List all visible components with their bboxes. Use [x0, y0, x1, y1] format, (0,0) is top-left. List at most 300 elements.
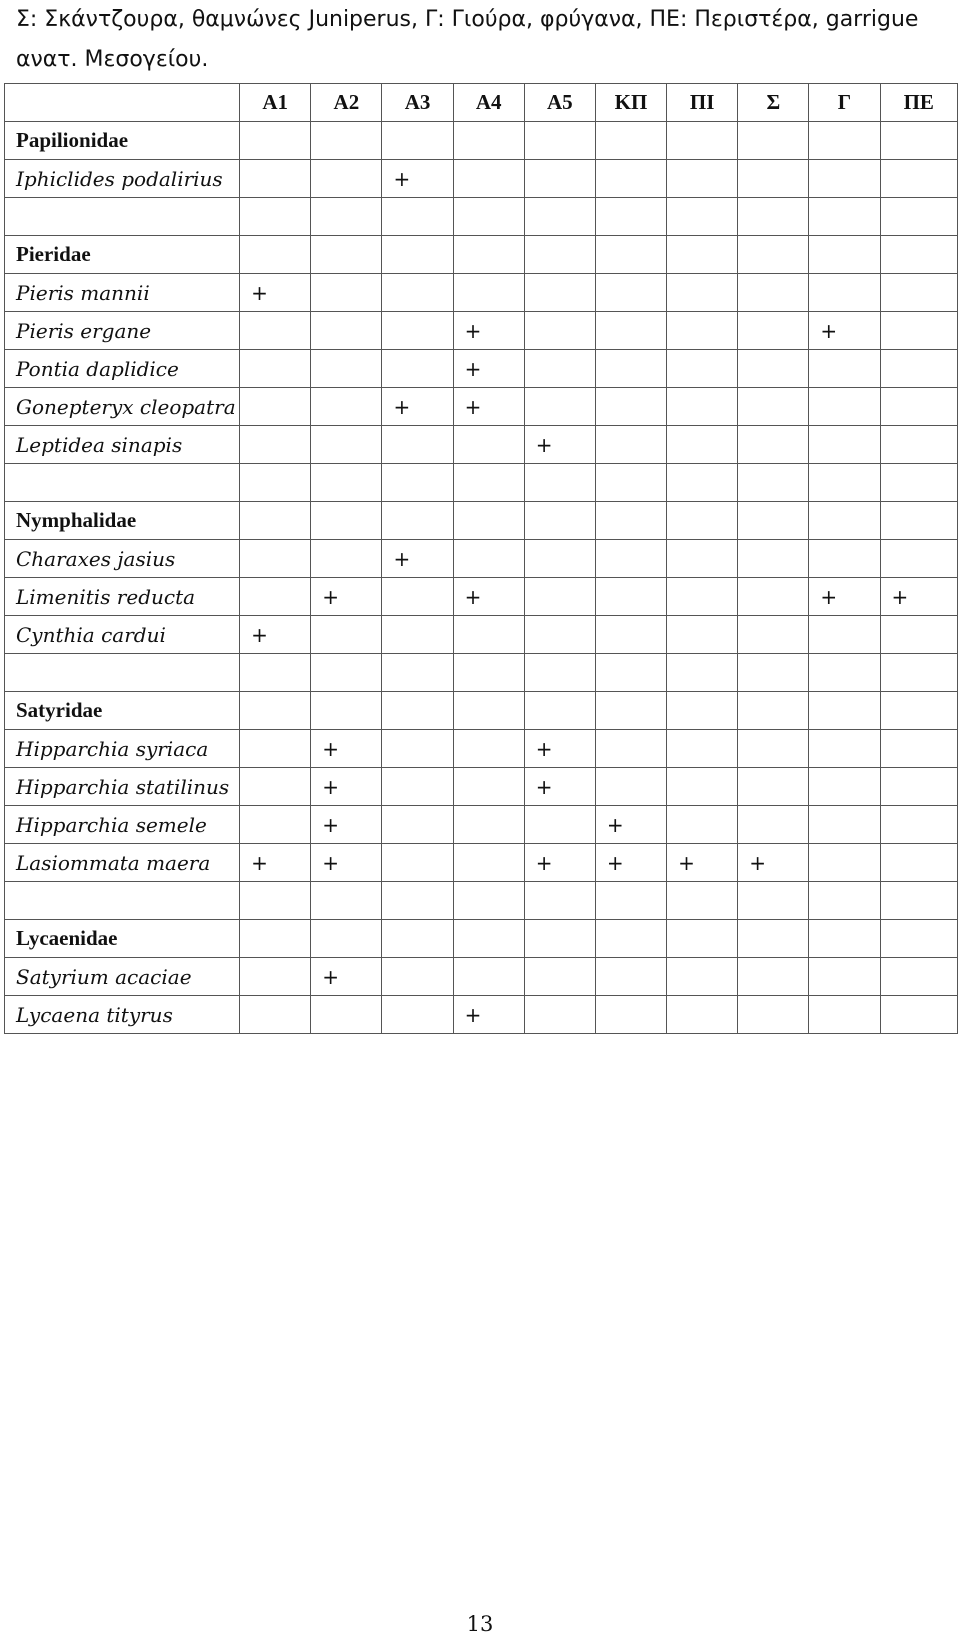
presence-cell: +	[667, 844, 738, 882]
presence-cell	[453, 616, 524, 654]
presence-cell	[880, 122, 957, 160]
species-row	[5, 844, 958, 882]
presence-cell	[738, 768, 809, 806]
presence-cell	[382, 692, 453, 730]
presence-cell	[880, 958, 957, 996]
presence-cell	[880, 882, 957, 920]
species-name: Lycaena tityrus	[5, 996, 240, 1034]
presence-cell	[595, 958, 666, 996]
presence-cell: +	[382, 388, 453, 426]
presence-cell	[667, 274, 738, 312]
column-header: Σ	[738, 84, 809, 122]
presence-cell	[524, 616, 595, 654]
presence-cell	[240, 996, 311, 1034]
species-row	[5, 578, 958, 616]
presence-cell	[524, 996, 595, 1034]
presence-cell	[524, 160, 595, 198]
presence-cell	[453, 198, 524, 236]
presence-cell	[311, 122, 382, 160]
presence-cell	[595, 198, 666, 236]
presence-cell	[738, 882, 809, 920]
family-row	[5, 920, 958, 958]
presence-cell	[311, 692, 382, 730]
presence-cell	[382, 882, 453, 920]
presence-cell	[667, 958, 738, 996]
presence-cell	[880, 616, 957, 654]
presence-cell	[738, 996, 809, 1034]
presence-cell	[524, 578, 595, 616]
presence-cell	[311, 312, 382, 350]
presence-cell	[809, 692, 880, 730]
presence-cell	[595, 616, 666, 654]
presence-cell	[382, 616, 453, 654]
presence-cell	[524, 806, 595, 844]
species-name: Limenitis reducta	[5, 578, 240, 616]
presence-cell	[667, 122, 738, 160]
species-row	[5, 274, 958, 312]
presence-cell: +	[453, 996, 524, 1034]
presence-cell	[382, 502, 453, 540]
presence-cell	[240, 464, 311, 502]
presence-cell	[524, 882, 595, 920]
presence-cell	[738, 274, 809, 312]
species-row	[5, 616, 958, 654]
presence-cell	[880, 388, 957, 426]
presence-cell: +	[311, 768, 382, 806]
presence-cell	[382, 464, 453, 502]
presence-cell	[738, 312, 809, 350]
presence-cell	[738, 198, 809, 236]
presence-cell	[880, 198, 957, 236]
presence-cell: +	[311, 578, 382, 616]
presence-cell	[240, 958, 311, 996]
presence-cell	[880, 426, 957, 464]
family-row	[5, 692, 958, 730]
column-header: A5	[524, 84, 595, 122]
presence-cell	[667, 350, 738, 388]
presence-cell	[809, 350, 880, 388]
presence-cell	[382, 426, 453, 464]
blank-row	[5, 654, 958, 692]
presence-cell	[453, 654, 524, 692]
presence-cell	[667, 236, 738, 274]
presence-cell	[595, 426, 666, 464]
species-row	[5, 350, 958, 388]
column-header: ΠΕ	[880, 84, 957, 122]
presence-cell	[809, 806, 880, 844]
presence-cell	[240, 692, 311, 730]
presence-cell	[595, 236, 666, 274]
presence-cell	[311, 464, 382, 502]
presence-cell	[738, 502, 809, 540]
species-name: Satyrium acaciae	[5, 958, 240, 996]
species-row	[5, 996, 958, 1034]
blank-cell	[5, 654, 240, 692]
column-header: ΚΠ	[595, 84, 666, 122]
presence-cell: +	[595, 844, 666, 882]
presence-cell	[738, 464, 809, 502]
presence-cell	[667, 768, 738, 806]
presence-cell: +	[311, 806, 382, 844]
column-header: Γ	[809, 84, 880, 122]
presence-cell	[453, 426, 524, 464]
presence-cell	[809, 616, 880, 654]
column-header: A2	[311, 84, 382, 122]
presence-cell	[311, 996, 382, 1034]
presence-cell	[382, 350, 453, 388]
species-name: Lasiommata maera	[5, 844, 240, 882]
presence-cell	[738, 654, 809, 692]
species-name: Cynthia cardui	[5, 616, 240, 654]
species-row	[5, 958, 958, 996]
presence-cell	[595, 274, 666, 312]
presence-cell	[382, 920, 453, 958]
species-name: Pontia daplidice	[5, 350, 240, 388]
presence-cell	[595, 768, 666, 806]
presence-cell	[453, 464, 524, 502]
species-row	[5, 806, 958, 844]
presence-cell	[382, 958, 453, 996]
presence-cell	[240, 654, 311, 692]
presence-cell: +	[240, 616, 311, 654]
presence-cell	[595, 996, 666, 1034]
presence-cell	[809, 236, 880, 274]
presence-cell	[809, 464, 880, 502]
presence-cell	[311, 236, 382, 274]
species-name: Iphiclides podalirius	[5, 160, 240, 198]
presence-cell: +	[311, 844, 382, 882]
presence-cell	[311, 198, 382, 236]
presence-cell	[809, 920, 880, 958]
presence-cell	[738, 540, 809, 578]
family-name: Pieridae	[5, 236, 240, 274]
presence-cell	[738, 578, 809, 616]
presence-cell	[240, 312, 311, 350]
family-name: Nymphalidae	[5, 502, 240, 540]
presence-cell	[738, 426, 809, 464]
presence-cell	[667, 616, 738, 654]
presence-cell	[667, 806, 738, 844]
presence-cell	[738, 692, 809, 730]
presence-cell	[595, 122, 666, 160]
species-name: Hipparchia statilinus	[5, 768, 240, 806]
presence-cell	[524, 502, 595, 540]
presence-cell	[595, 920, 666, 958]
presence-cell	[738, 616, 809, 654]
presence-cell	[453, 806, 524, 844]
presence-cell	[453, 730, 524, 768]
presence-cell	[880, 692, 957, 730]
presence-cell: +	[595, 806, 666, 844]
presence-cell	[595, 578, 666, 616]
presence-cell	[453, 692, 524, 730]
family-row	[5, 502, 958, 540]
presence-cell: +	[453, 350, 524, 388]
presence-cell	[880, 160, 957, 198]
presence-cell: +	[311, 958, 382, 996]
presence-cell	[453, 958, 524, 996]
presence-cell	[524, 464, 595, 502]
header-row	[5, 84, 958, 122]
presence-cell	[595, 502, 666, 540]
presence-cell	[524, 388, 595, 426]
presence-cell	[382, 236, 453, 274]
presence-cell	[311, 388, 382, 426]
presence-cell	[667, 198, 738, 236]
presence-cell	[240, 426, 311, 464]
presence-cell	[240, 540, 311, 578]
presence-cell	[880, 730, 957, 768]
species-row	[5, 312, 958, 350]
presence-cell: +	[880, 578, 957, 616]
presence-cell	[382, 122, 453, 160]
presence-cell	[382, 768, 453, 806]
presence-cell	[595, 540, 666, 578]
family-name: Lycaenidae	[5, 920, 240, 958]
presence-cell	[453, 122, 524, 160]
presence-cell	[595, 692, 666, 730]
presence-cell	[880, 236, 957, 274]
presence-cell	[595, 464, 666, 502]
presence-cell	[453, 540, 524, 578]
presence-cell	[880, 768, 957, 806]
presence-cell	[382, 274, 453, 312]
presence-cell	[311, 502, 382, 540]
presence-cell	[311, 274, 382, 312]
presence-cell	[738, 730, 809, 768]
presence-cell	[311, 616, 382, 654]
presence-cell	[880, 274, 957, 312]
presence-cell	[595, 654, 666, 692]
presence-cell	[667, 464, 738, 502]
presence-cell	[311, 426, 382, 464]
presence-cell	[453, 920, 524, 958]
presence-cell	[453, 274, 524, 312]
intro-text: Σ: Σκάντζουρα, θαμνώνες Juniperus, Γ: Γιούρα, φρύγανα, ΠΕ: Περιστέρα, garrigue ανατ. Μεσογείου.	[16, 7, 919, 72]
presence-cell	[667, 502, 738, 540]
presence-cell	[311, 654, 382, 692]
presence-cell	[240, 502, 311, 540]
species-row	[5, 768, 958, 806]
presence-cell	[453, 502, 524, 540]
presence-cell	[240, 882, 311, 920]
blank-row	[5, 198, 958, 236]
presence-cell	[595, 350, 666, 388]
presence-cell	[667, 730, 738, 768]
table-body	[5, 122, 958, 1034]
blank-cell	[5, 464, 240, 502]
presence-cell	[524, 920, 595, 958]
presence-cell	[667, 996, 738, 1034]
presence-cell	[880, 806, 957, 844]
presence-cell	[240, 768, 311, 806]
presence-cell	[311, 882, 382, 920]
presence-cell	[240, 350, 311, 388]
presence-cell	[809, 654, 880, 692]
presence-cell: +	[240, 844, 311, 882]
presence-cell	[667, 692, 738, 730]
presence-cell: +	[311, 730, 382, 768]
presence-cell	[453, 160, 524, 198]
presence-cell	[240, 730, 311, 768]
presence-cell	[240, 920, 311, 958]
species-name: Pieris mannii	[5, 274, 240, 312]
family-name: Satyridae	[5, 692, 240, 730]
presence-cell	[880, 312, 957, 350]
family-row	[5, 236, 958, 274]
presence-cell	[809, 426, 880, 464]
family-name: Papilionidae	[5, 122, 240, 160]
presence-cell	[738, 806, 809, 844]
presence-cell	[880, 502, 957, 540]
presence-cell	[667, 312, 738, 350]
presence-cell	[880, 996, 957, 1034]
presence-cell: +	[524, 426, 595, 464]
presence-cell	[809, 844, 880, 882]
presence-cell	[738, 350, 809, 388]
presence-cell	[240, 236, 311, 274]
presence-cell	[738, 388, 809, 426]
presence-cell	[240, 198, 311, 236]
presence-cell: +	[524, 844, 595, 882]
species-name: Gonepteryx cleopatra	[5, 388, 240, 426]
presence-cell	[809, 730, 880, 768]
presence-cell	[738, 236, 809, 274]
presence-cell	[667, 540, 738, 578]
blank-row	[5, 464, 958, 502]
presence-cell	[311, 350, 382, 388]
presence-cell	[667, 160, 738, 198]
presence-cell	[595, 160, 666, 198]
presence-cell	[240, 122, 311, 160]
presence-cell: +	[453, 312, 524, 350]
presence-cell	[453, 768, 524, 806]
species-row	[5, 160, 958, 198]
presence-cell	[524, 692, 595, 730]
presence-cell	[453, 844, 524, 882]
presence-cell	[809, 122, 880, 160]
presence-cell	[382, 654, 453, 692]
presence-cell: +	[453, 388, 524, 426]
presence-cell	[382, 578, 453, 616]
presence-cell	[524, 540, 595, 578]
presence-cell	[880, 540, 957, 578]
presence-cell	[880, 654, 957, 692]
presence-cell: +	[382, 540, 453, 578]
presence-cell	[311, 540, 382, 578]
species-row	[5, 540, 958, 578]
presence-cell	[311, 160, 382, 198]
presence-cell	[453, 882, 524, 920]
presence-cell	[595, 312, 666, 350]
presence-cell	[524, 236, 595, 274]
presence-cell	[809, 198, 880, 236]
presence-cell	[667, 578, 738, 616]
column-header: ΠΙ	[667, 84, 738, 122]
presence-cell	[809, 768, 880, 806]
presence-cell	[382, 730, 453, 768]
presence-cell	[240, 578, 311, 616]
presence-cell	[667, 882, 738, 920]
presence-cell	[382, 844, 453, 882]
species-name: Pieris ergane	[5, 312, 240, 350]
presence-cell	[524, 312, 595, 350]
presence-cell	[524, 122, 595, 160]
blank-cell	[5, 882, 240, 920]
species-name: Leptidea sinapis	[5, 426, 240, 464]
family-row	[5, 122, 958, 160]
species-row	[5, 388, 958, 426]
presence-cell	[738, 920, 809, 958]
presence-cell	[240, 388, 311, 426]
species-name: Charaxes jasius	[5, 540, 240, 578]
presence-cell	[524, 274, 595, 312]
presence-cell	[809, 996, 880, 1034]
blank-cell	[5, 198, 240, 236]
presence-cell	[524, 654, 595, 692]
presence-cell	[453, 236, 524, 274]
presence-cell	[809, 160, 880, 198]
presence-cell	[240, 806, 311, 844]
presence-cell	[880, 920, 957, 958]
presence-cell	[880, 350, 957, 388]
column-header: A3	[382, 84, 453, 122]
presence-cell: +	[738, 844, 809, 882]
presence-cell	[595, 730, 666, 768]
presence-cell: +	[524, 730, 595, 768]
column-header: A4	[453, 84, 524, 122]
presence-cell	[524, 350, 595, 388]
presence-cell: +	[809, 578, 880, 616]
presence-cell	[382, 312, 453, 350]
presence-cell	[809, 958, 880, 996]
presence-cell: +	[453, 578, 524, 616]
presence-cell	[880, 464, 957, 502]
presence-cell	[667, 654, 738, 692]
presence-cell	[667, 426, 738, 464]
presence-cell	[738, 958, 809, 996]
presence-cell	[524, 958, 595, 996]
column-header: A1	[240, 84, 311, 122]
presence-cell	[667, 388, 738, 426]
presence-cell	[738, 160, 809, 198]
species-distribution-table	[4, 83, 958, 1034]
species-row	[5, 426, 958, 464]
presence-cell	[809, 882, 880, 920]
presence-cell	[595, 882, 666, 920]
species-name: Hipparchia syriaca	[5, 730, 240, 768]
species-name: Hipparchia semele	[5, 806, 240, 844]
presence-cell	[240, 160, 311, 198]
presence-cell	[595, 388, 666, 426]
presence-cell	[382, 198, 453, 236]
presence-cell: +	[382, 160, 453, 198]
presence-cell	[738, 122, 809, 160]
header-corner-cell	[5, 84, 240, 122]
presence-cell	[809, 502, 880, 540]
presence-cell	[809, 388, 880, 426]
presence-cell	[809, 274, 880, 312]
presence-cell	[880, 844, 957, 882]
presence-cell	[311, 920, 382, 958]
page-number: 13	[466, 1612, 494, 1636]
presence-cell: +	[524, 768, 595, 806]
presence-cell: +	[809, 312, 880, 350]
presence-cell	[667, 920, 738, 958]
presence-cell	[524, 198, 595, 236]
blank-row	[5, 882, 958, 920]
presence-cell: +	[240, 274, 311, 312]
